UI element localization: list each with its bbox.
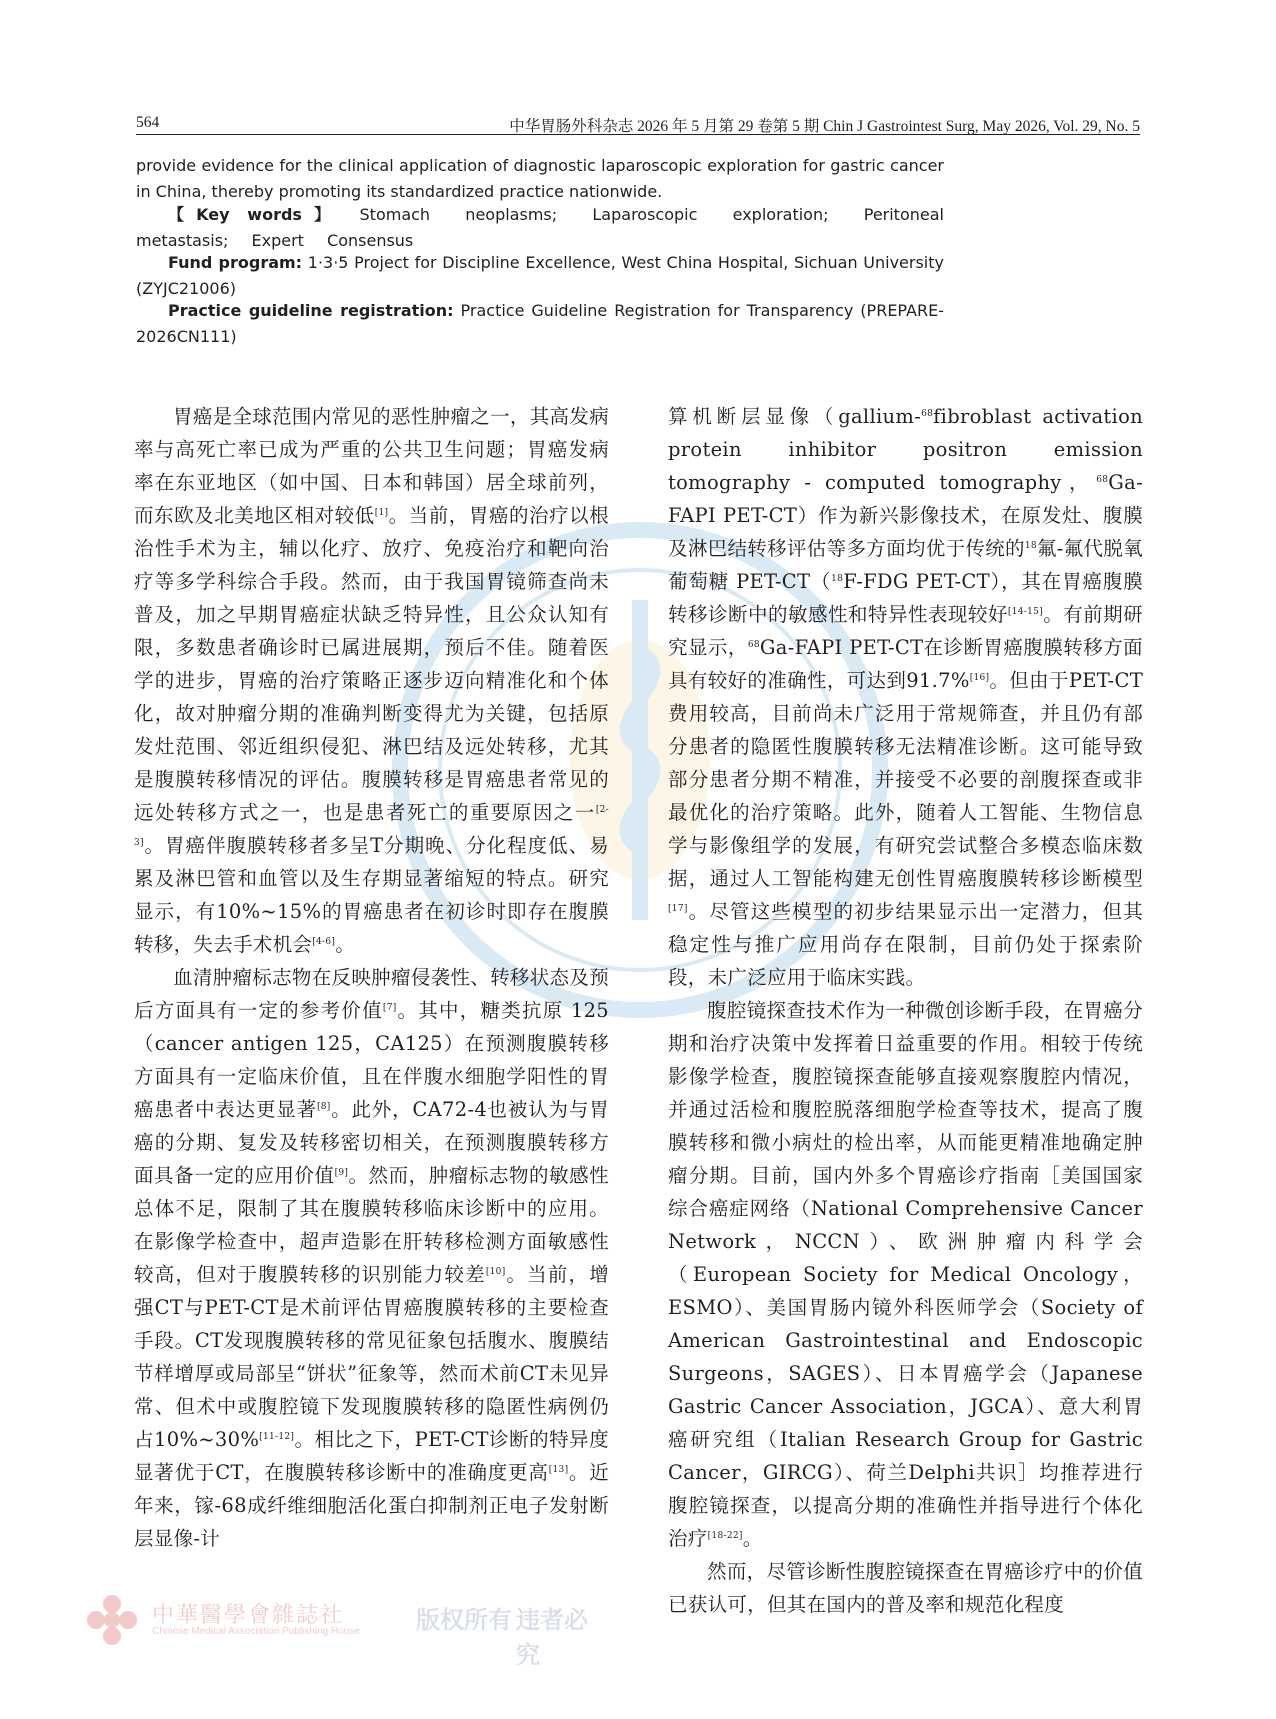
keywords-text: Stomach neoplasms; Laparoscopic exploration; Peritoneal metastasis; Expert Consensus [136,205,944,250]
citation: [4-6] [312,937,336,947]
publisher-watermark [86,1594,606,1669]
fund-line [136,250,944,302]
citation: [17] [668,904,688,914]
citation: [9] [334,1168,349,1178]
keywords-label: 【Key words】 [168,205,343,224]
abstract-continuation: provide evidence for the clinical application of diagnostic laparoscopic exploration for gastric cancer in China, thereby promoting its standardized practice nationwide. [136,156,944,201]
citation: [8] [316,1102,331,1112]
registration-line [136,298,944,350]
citation: [7] [382,1003,397,1013]
citation: [2-3] [134,805,609,848]
publisher-name-en: Chinese Medical Association Publishing House [152,1626,360,1637]
running-header [136,106,1140,135]
citation: [11-12] [259,1432,295,1442]
citation: [14-15] [1007,607,1043,617]
copyright-tag: 违者必究 [516,1606,588,1669]
journal-citation: 中华胃肠外科杂志 2026 年 5 月第 29 卷第 5 期 Chin J Gastrointest Surg, May 2026, Vol. 29, No. 5 [509,118,1140,135]
fund-text: 1·3·5 Project for Discipline Excellence, West China Hospital, Sichuan University (ZYJC21006) [136,253,944,298]
registration-label: Practice guideline registration: [168,301,454,320]
citation: [16] [969,673,990,683]
publisher-name-cn: 中華醫學會雜誌社 [152,1603,345,1628]
page-number: 564 [136,114,160,131]
citation: [1] [374,508,389,518]
citation: [18-22] [707,1531,743,1541]
body-column-left [134,400,609,1555]
citation: [10] [485,1267,506,1277]
keywords-line [136,202,944,254]
citation: [13] [548,1465,569,1475]
paragraph: 算机断层显像（gallium-$^{68}$fibroblast activation protein inhibitor positron emission tomography - computed tomography，$^{68}$Ga-FAPI PET-CT）作为新兴影像技术，在原发灶、腹膜及淋巴结转移评估等多方面均优于传统的$^{18}$氟-氟代脱氧葡萄糖 PET-CT（$^{18}$F-FDG PET-CT），其在胃癌腹膜转移诊断中的敏感性和特异性表现较好[14-15]。有前期研究显示，$^{68}$Ga-FAPI PET-CT在诊断胃癌腹膜转移方面具有较好的准确性，可达到91.7%[16]。但由于PET-CT费用较高，目前尚未广泛用于常规筛查，并且仍有部分患者的隐匿性腹膜转移无法精准诊断。这可能导致部分患者分期不精准，并接受不必要的剖腹探查或非最优化的治疗策略。此外，随着人工智能、生物信息学与影像组学的发展，有研究尝试整合多模态临床数据，通过人工智能构建无创性胃癌腹膜转移诊断模型[17]。尽管这些模型的初步结果显示出一定潜力，但其稳定性与推广应用尚存在限制，目前仍处于探索阶段，未广泛应用于临床实践。 [668,405,1144,989]
fund-label: Fund program: [168,253,303,272]
registration-text: Practice Guideline Registration for Transparency (PREPARE-2026CN111) [136,301,944,346]
paragraph: 胃癌是全球范围内常见的恶性肿瘤之一，其高发病率与高死亡率已成为严重的公共卫生问题；胃癌发病率在东亚地区（如中国、日本和韩国）居全球前列，而东欧及北美地区相对较低[1]。当前，胃癌的治疗以根治性手术为主，辅以化疗、放疗、免疫治疗和靶向治疗等多学科综合手段。然而，由于我国胃镜筛查尚未普及，加之早期胃癌症状缺乏特异性，且公众认知有限，多数患者确诊时已属进展期，预后不佳。随着医学的进步，胃癌的治疗策略正逐步迈向精准化和个体化，故对肿瘤分期的准确判断变得尤为关键，包括原发灶范围、邻近组织侵犯、淋巴结及远处转移，尤其是腹膜转移情况的评估。腹膜转移是胃癌患者常见的远处转移方式之一，也是患者死亡的重要原因之一[2-3]。胃癌伴腹膜转移者多呈T分期晚、分化程度低、易累及淋巴管和血管以及生存期显著缩短的特点。研究显示，有10%~15%的胃癌患者在初诊时即存在腹膜转移，失去手术机会[4-6]。 [134,405,609,956]
body-column-right [668,400,1143,1621]
paragraph: 腹腔镜探查技术作为一种微创诊断手段，在胃癌分期和治疗决策中发挥着日益重要的作用。相较于传统影像学检查，腹腔镜探查能够直接观察腹腔内情况，并通过活检和腹腔脱落细胞学检查等技术，提高了腹膜转移和微小病灶的检出率，从而能更精准地确定肿瘤分期。目前，国内外多个胃癌诊疗指南［美国国家综合癌症网络（National Comprehensive Cancer Network，NCCN）、欧洲肿瘤内科学会（European Society for Medical Oncology，ESMO）、美国胃肠内镜外科医师学会（Society of American Gastrointestinal and Endoscopic Surgeons，SAGES）、日本胃癌学会（Japanese Gastric Cancer Association，JGCA）、意大利胃癌研究组（Italian Research Group for Gastric Cancer，GIRCG）、荷兰Delphi共识］均推荐进行腹腔镜探查，以提高分期的准确性并指导进行个体化治疗[18-22]。 [668,999,1143,1550]
flower-logo-icon [86,1594,138,1646]
copyright-tag: 版权所有 [416,1606,512,1634]
paragraph: 血清肿瘤标志物在反映肿瘤侵袭性、转移状态及预后方面具有一定的参考价值[7]。其中，糖类抗原 125（cancer antigen 125，CA125）在预测腹膜转移方面具有一定临床价值，且在伴腹水细胞学阳性的胃癌患者中表达更显著[8]。此外，CA72-4也被认为与胃癌的分期、复发及转移密切相关，在预测腹膜转移方面具备一定的应用价值[9]。然而，肿瘤标志物的敏感性总体不足，限制了其在腹膜转移临床诊断中的应用。在影像学检查中，超声造影在肝转移检测方面敏感性较高，但对于腹膜转移的识别能力较差[10]。当前，增强CT与PET-CT是术前评估胃癌腹膜转移的主要检查手段。CT发现腹膜转移的常见征象包括腹水、腹膜结节样增厚或局部呈“饼状”征象等，然而术前CT未见异常、但术中或腹腔镜下发现腹膜转移的隐匿性病例仍占10%~30%[11-12]。相比之下，PET-CT诊断的特异度显著优于CT，在腹膜转移诊断中的准确度更高[13]。近年来，镓-68成纤维细胞活化蛋白抑制剂正电子发射断层显像-计 [134,966,609,1550]
paragraph: 然而，尽管诊断性腹腔镜探查在胃癌诊疗中的价值已获认可，但其在国内的普及率和规范化程度 [668,1560,1143,1616]
